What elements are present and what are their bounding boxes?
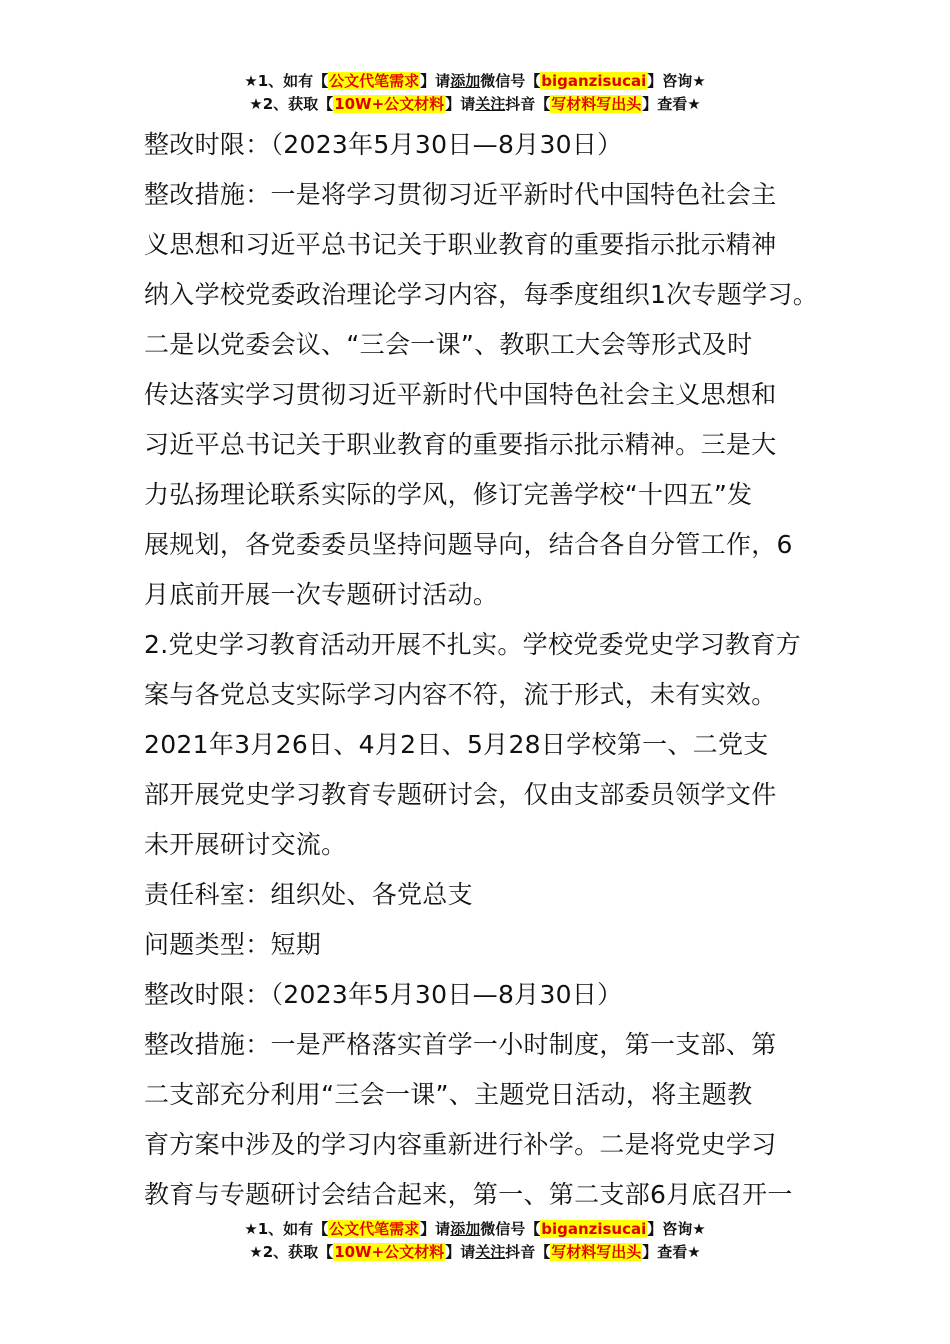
body-line: 习近平总书记关于职业教育的重要指示批示精神。三是大 [144, 430, 777, 459]
body-line: 问题类型：短期 [144, 930, 322, 959]
banner-text: 】请 [420, 1220, 451, 1238]
banner-text: 】查看★ [642, 95, 701, 113]
banner-underlined: 添加 [450, 1220, 481, 1238]
body-line: 整改措施：一是将学习贯彻习近平新时代中国特色社会主 [144, 180, 777, 209]
banner-line-1 [0, 70, 950, 93]
banner-text: 】咨询★ [647, 72, 706, 90]
banner-text: ★2、获取【 [249, 1243, 334, 1261]
banner-highlight: 10W+公文材料 [334, 1243, 445, 1261]
banner-underlined: 添加 [450, 72, 481, 90]
banner-highlight: 公文代笔需求 [329, 72, 420, 90]
body-line: 二支部充分利用“三会一课”、主题党日活动，将主题教 [144, 1080, 753, 1109]
body-line: 2021年3月26日、4月2日、5月28日学校第一、二党支 [144, 730, 769, 759]
banner-highlight: 公文代笔需求 [329, 1220, 420, 1238]
footer-banner [0, 1218, 950, 1264]
body-line: 纳入学校党委政治理论学习内容，每季度组织1次专题学习。 [144, 280, 819, 309]
banner-text: 】请 [445, 1243, 476, 1261]
banner-text: 】查看★ [642, 1243, 701, 1261]
body-line: 2.党史学习教育活动开展不扎实。学校党委党史学习教育方 [144, 630, 801, 659]
body-line: 部开展党史学习教育专题研讨会，仅由支部委员领学文件 [144, 780, 777, 809]
banner-line-1 [0, 1218, 950, 1241]
banner-text: 抖音【 [505, 1243, 551, 1261]
document-body [144, 120, 824, 1220]
body-line: 传达落实学习贯彻习近平新时代中国特色社会主义思想和 [144, 380, 777, 409]
body-line: 月底前开展一次专题研讨活动。 [144, 580, 499, 609]
banner-text: ★1、如有【 [244, 72, 329, 90]
banner-underlined: 关注 [475, 1243, 506, 1261]
body-line: 展规划，各党委委员坚持问题导向，结合各自分管工作，6 [144, 530, 793, 559]
body-line: 整改时限：（2023年5月30日—8月30日） [144, 130, 623, 159]
banner-text: 抖音【 [505, 95, 551, 113]
banner-line-2 [0, 93, 950, 116]
body-line: 整改时限：（2023年5月30日—8月30日） [144, 980, 623, 1009]
body-line: 力弘扬理论联系实际的学风，修订完善学校“十四五”发 [144, 480, 753, 509]
body-line: 二是以党委会议、“三会一课”、教职工大会等形式及时 [144, 330, 753, 359]
body-line: 育方案中涉及的学习内容重新进行补学。二是将党史学习 [144, 1130, 777, 1159]
banner-text: ★2、获取【 [249, 95, 334, 113]
banner-underlined: 关注 [475, 95, 506, 113]
body-line: 义思想和习近平总书记关于职业教育的重要指示批示精神 [144, 230, 777, 259]
banner-text: 微信号【 [480, 72, 541, 90]
banner-text: 微信号【 [480, 1220, 541, 1238]
banner-text: 】请 [445, 95, 476, 113]
body-line: 责任科室：组织处、各党总支 [144, 880, 473, 909]
banner-highlight: biganzisucai [541, 1220, 647, 1238]
header-banner [0, 70, 950, 116]
banner-highlight: biganzisucai [541, 72, 647, 90]
banner-highlight: 10W+公文材料 [334, 95, 445, 113]
body-line: 教育与专题研讨会结合起来，第一、第二支部6月底召开一 [144, 1180, 793, 1209]
body-line: 案与各党总支实际学习内容不符，流于形式，未有实效。 [144, 680, 777, 709]
banner-text: 】咨询★ [647, 1220, 706, 1238]
banner-highlight: 写材料写出头 [551, 1243, 642, 1261]
banner-line-2 [0, 1241, 950, 1264]
body-line: 整改措施：一是严格落实首学一小时制度，第一支部、第 [144, 1030, 777, 1059]
banner-text: ★1、如有【 [244, 1220, 329, 1238]
banner-text: 】请 [420, 72, 451, 90]
body-line: 未开展研讨交流。 [144, 830, 347, 859]
banner-highlight: 写材料写出头 [551, 95, 642, 113]
